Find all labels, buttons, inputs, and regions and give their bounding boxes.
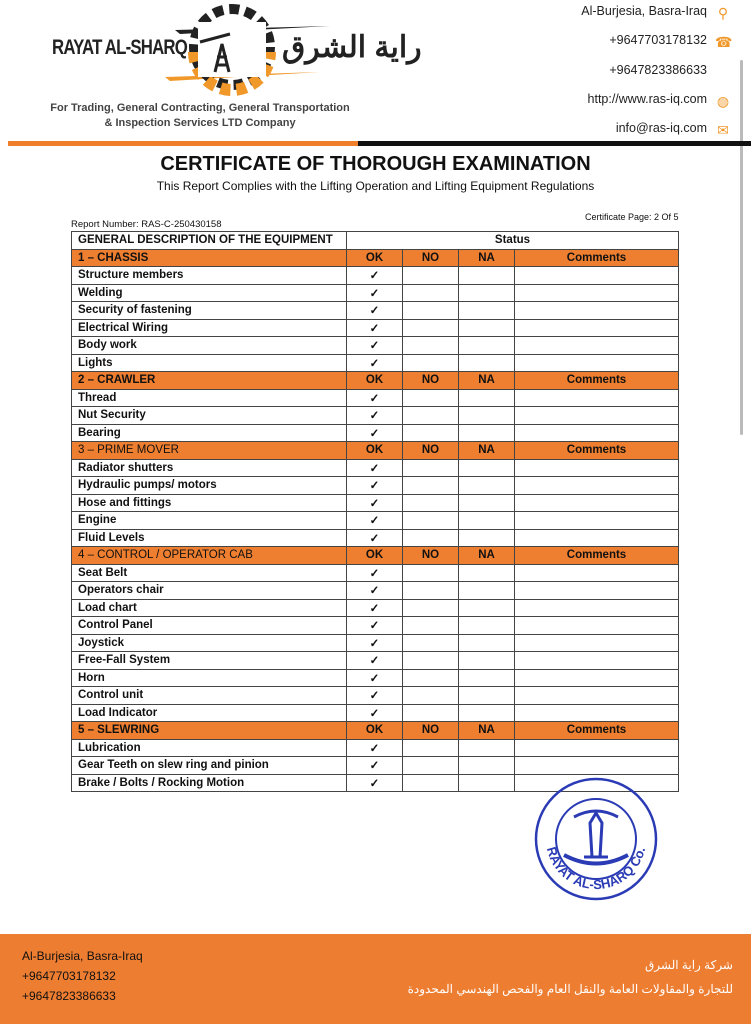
section-header bbox=[72, 442, 679, 460]
col-header: NA bbox=[459, 442, 515, 460]
item-label: Security of fastening bbox=[72, 302, 347, 320]
table-row bbox=[72, 687, 679, 705]
comments-cell bbox=[515, 319, 679, 337]
no-cell bbox=[403, 599, 459, 617]
no-cell bbox=[403, 512, 459, 530]
logo-text-ar: راية الشرق bbox=[282, 31, 422, 64]
globe-icon: ◍ bbox=[716, 92, 730, 109]
no-cell bbox=[403, 582, 459, 600]
col-header: Comments bbox=[515, 442, 679, 460]
table-row bbox=[72, 424, 679, 442]
na-cell bbox=[459, 424, 515, 442]
na-cell bbox=[459, 494, 515, 512]
no-cell bbox=[403, 337, 459, 355]
ok-check-icon: ✓ bbox=[347, 704, 403, 722]
item-label: Radiator shutters bbox=[72, 459, 347, 477]
comments-cell bbox=[515, 757, 679, 775]
certificate-page: Certificate Page: 2 Of 5 bbox=[585, 212, 679, 222]
col-header: OK bbox=[347, 722, 403, 740]
item-label: Nut Security bbox=[72, 407, 347, 425]
na-cell bbox=[459, 284, 515, 302]
no-cell bbox=[403, 669, 459, 687]
comments-cell bbox=[515, 529, 679, 547]
col-header: NA bbox=[459, 372, 515, 390]
table-row bbox=[72, 284, 679, 302]
item-label: Control Panel bbox=[72, 617, 347, 635]
comments-cell bbox=[515, 424, 679, 442]
item-label: Engine bbox=[72, 512, 347, 530]
item-label: Seat Belt bbox=[72, 564, 347, 582]
comments-cell bbox=[515, 459, 679, 477]
col-header: Comments bbox=[515, 722, 679, 740]
no-cell bbox=[403, 617, 459, 635]
no-cell bbox=[403, 284, 459, 302]
ok-check-icon: ✓ bbox=[347, 302, 403, 320]
table-row bbox=[72, 302, 679, 320]
no-cell bbox=[403, 757, 459, 775]
item-label: Gear Teeth on slew ring and pinion bbox=[72, 757, 347, 775]
comments-cell bbox=[515, 687, 679, 705]
comments-cell bbox=[515, 389, 679, 407]
comments-cell bbox=[515, 669, 679, 687]
item-label: Load chart bbox=[72, 599, 347, 617]
item-label: Fluid Levels bbox=[72, 529, 347, 547]
comments-cell bbox=[515, 354, 679, 372]
na-cell bbox=[459, 354, 515, 372]
comments-cell bbox=[515, 302, 679, 320]
no-cell bbox=[403, 407, 459, 425]
section-title: 4 – CONTROL / OPERATOR CAB bbox=[72, 547, 347, 565]
footer-contacts: Al-Burjesia, Basra-Iraq +9647703178132 +9647823386633 bbox=[22, 949, 143, 1003]
footer-arabic: شركة راية الشرق للتجارة والمقاولات العامة والنقل العام والفحص الهندسي المحدودة bbox=[407, 958, 733, 996]
comments-cell bbox=[515, 599, 679, 617]
na-cell bbox=[459, 757, 515, 775]
na-cell bbox=[459, 687, 515, 705]
comments-cell bbox=[515, 284, 679, 302]
ok-check-icon: ✓ bbox=[347, 354, 403, 372]
na-cell bbox=[459, 652, 515, 670]
na-cell bbox=[459, 389, 515, 407]
section-title: 3 – PRIME MOVER bbox=[72, 442, 347, 460]
location-pin-icon: ⚲ bbox=[717, 5, 729, 21]
contact-3[interactable]: http://www.ras-iq.com bbox=[587, 91, 707, 106]
item-label: Lubrication bbox=[72, 739, 347, 757]
comments-cell bbox=[515, 564, 679, 582]
report-number: Report Number: RAS-C-250430158 bbox=[71, 219, 222, 230]
no-cell bbox=[403, 319, 459, 337]
divider-black bbox=[358, 141, 751, 146]
table-row bbox=[72, 617, 679, 635]
table-row bbox=[72, 582, 679, 600]
na-cell bbox=[459, 407, 515, 425]
na-cell bbox=[459, 459, 515, 477]
contact-1: +9647703178132 bbox=[609, 33, 707, 48]
section-title: 1 – CHASSIS bbox=[72, 249, 347, 267]
no-cell bbox=[403, 494, 459, 512]
section-header bbox=[72, 249, 679, 267]
section-header bbox=[72, 372, 679, 390]
item-label: Structure members bbox=[72, 267, 347, 285]
col-header: NA bbox=[459, 722, 515, 740]
comments-cell bbox=[515, 494, 679, 512]
status-header: Status bbox=[347, 232, 679, 250]
ok-check-icon: ✓ bbox=[347, 634, 403, 652]
item-label: Horn bbox=[72, 669, 347, 687]
col-header: OK bbox=[347, 442, 403, 460]
ok-check-icon: ✓ bbox=[347, 669, 403, 687]
ok-check-icon: ✓ bbox=[347, 337, 403, 355]
col-header: NO bbox=[403, 372, 459, 390]
item-label: Thread bbox=[72, 389, 347, 407]
ok-check-icon: ✓ bbox=[347, 564, 403, 582]
no-cell bbox=[403, 459, 459, 477]
comments-cell bbox=[515, 704, 679, 722]
no-cell bbox=[403, 652, 459, 670]
no-cell bbox=[403, 267, 459, 285]
ok-check-icon: ✓ bbox=[347, 319, 403, 337]
col-header: OK bbox=[347, 547, 403, 565]
section-header bbox=[72, 547, 679, 565]
ok-check-icon: ✓ bbox=[347, 424, 403, 442]
no-cell bbox=[403, 564, 459, 582]
col-header: OK bbox=[347, 249, 403, 267]
envelope-icon: ✉ bbox=[717, 122, 729, 139]
ok-check-icon: ✓ bbox=[347, 512, 403, 530]
comments-cell bbox=[515, 512, 679, 530]
col-header: Comments bbox=[515, 249, 679, 267]
ok-check-icon: ✓ bbox=[347, 599, 403, 617]
no-cell bbox=[403, 354, 459, 372]
logo-text-en: RAYAT AL-SHARQ bbox=[52, 36, 188, 59]
table-row bbox=[72, 652, 679, 670]
no-cell bbox=[403, 739, 459, 757]
col-header: NO bbox=[403, 249, 459, 267]
examination-table bbox=[71, 231, 679, 792]
contact-2: +9647823386633 bbox=[609, 62, 707, 77]
table-row bbox=[72, 337, 679, 355]
table-row bbox=[72, 389, 679, 407]
no-cell bbox=[403, 389, 459, 407]
ok-check-icon: ✓ bbox=[347, 582, 403, 600]
na-cell bbox=[459, 774, 515, 792]
no-cell bbox=[403, 687, 459, 705]
ok-check-icon: ✓ bbox=[347, 494, 403, 512]
table-row bbox=[72, 599, 679, 617]
na-cell bbox=[459, 267, 515, 285]
table-row bbox=[72, 564, 679, 582]
no-cell bbox=[403, 704, 459, 722]
na-cell bbox=[459, 669, 515, 687]
na-cell bbox=[459, 302, 515, 320]
na-cell bbox=[459, 477, 515, 495]
col-header: Comments bbox=[515, 372, 679, 390]
col-header: NA bbox=[459, 249, 515, 267]
col-header: OK bbox=[347, 372, 403, 390]
item-label: Load Indicator bbox=[72, 704, 347, 722]
table-row bbox=[72, 634, 679, 652]
comments-cell bbox=[515, 477, 679, 495]
na-cell bbox=[459, 582, 515, 600]
divider-orange bbox=[8, 141, 358, 146]
item-label: Brake / Bolts / Rocking Motion bbox=[72, 774, 347, 792]
comments-cell bbox=[515, 652, 679, 670]
company-stamp bbox=[534, 777, 658, 901]
col-header: NO bbox=[403, 722, 459, 740]
comments-cell bbox=[515, 739, 679, 757]
contact-0: Al-Burjesia, Basra-Iraq bbox=[581, 4, 707, 18]
ok-check-icon: ✓ bbox=[347, 687, 403, 705]
na-cell bbox=[459, 529, 515, 547]
desc-header: GENERAL DESCRIPTION OF THE EQUIPMENT bbox=[72, 232, 347, 250]
ok-check-icon: ✓ bbox=[347, 459, 403, 477]
table-row bbox=[72, 704, 679, 722]
table-row bbox=[72, 739, 679, 757]
item-label: Joystick bbox=[72, 634, 347, 652]
item-label: Bearing bbox=[72, 424, 347, 442]
item-label: Welding bbox=[72, 284, 347, 302]
na-cell bbox=[459, 512, 515, 530]
ok-check-icon: ✓ bbox=[347, 284, 403, 302]
item-label: Operators chair bbox=[72, 582, 347, 600]
table-row bbox=[72, 459, 679, 477]
no-cell bbox=[403, 302, 459, 320]
ok-check-icon: ✓ bbox=[347, 477, 403, 495]
ok-check-icon: ✓ bbox=[347, 739, 403, 757]
item-label: Lights bbox=[72, 354, 347, 372]
table-row bbox=[72, 407, 679, 425]
comments-cell bbox=[515, 267, 679, 285]
item-label: Body work bbox=[72, 337, 347, 355]
na-cell bbox=[459, 704, 515, 722]
ok-check-icon: ✓ bbox=[347, 774, 403, 792]
no-cell bbox=[403, 774, 459, 792]
subtitle: This Report Complies with the Lifting Operation and Lifting Equipment Regulations bbox=[156, 179, 595, 193]
contact-4[interactable]: info@ras-iq.com bbox=[615, 121, 707, 136]
no-cell bbox=[403, 529, 459, 547]
table-row bbox=[72, 354, 679, 372]
na-cell bbox=[459, 599, 515, 617]
comments-cell bbox=[515, 634, 679, 652]
ok-check-icon: ✓ bbox=[347, 617, 403, 635]
na-cell bbox=[459, 337, 515, 355]
na-cell bbox=[459, 634, 515, 652]
ok-check-icon: ✓ bbox=[347, 757, 403, 775]
na-cell bbox=[459, 564, 515, 582]
col-header: NA bbox=[459, 547, 515, 565]
col-header: Comments bbox=[515, 547, 679, 565]
comments-cell bbox=[515, 337, 679, 355]
comments-cell bbox=[515, 407, 679, 425]
table-row bbox=[72, 477, 679, 495]
phone-icon: ☎ bbox=[715, 34, 733, 51]
table-row bbox=[72, 512, 679, 530]
item-label: Hydraulic pumps/ motors bbox=[72, 477, 347, 495]
ok-check-icon: ✓ bbox=[347, 267, 403, 285]
svg-text:RAYAT AL-SHARQ Co.: RAYAT AL-SHARQ Co. bbox=[543, 845, 649, 893]
item-label: Control unit bbox=[72, 687, 347, 705]
item-label: Electrical Wiring bbox=[72, 319, 347, 337]
no-cell bbox=[403, 477, 459, 495]
na-cell bbox=[459, 319, 515, 337]
page-title: CERTIFICATE OF THOROUGH EXAMINATION bbox=[160, 153, 591, 175]
no-cell bbox=[403, 424, 459, 442]
comments-cell bbox=[515, 617, 679, 635]
comments-cell bbox=[515, 582, 679, 600]
ok-check-icon: ✓ bbox=[347, 389, 403, 407]
no-cell bbox=[403, 634, 459, 652]
item-label: Hose and fittings bbox=[72, 494, 347, 512]
table-row bbox=[72, 494, 679, 512]
ok-check-icon: ✓ bbox=[347, 652, 403, 670]
scrollbar[interactable] bbox=[740, 60, 743, 435]
col-header: NO bbox=[403, 442, 459, 460]
section-header bbox=[72, 722, 679, 740]
na-cell bbox=[459, 739, 515, 757]
table-row bbox=[72, 529, 679, 547]
table-row bbox=[72, 319, 679, 337]
na-cell bbox=[459, 617, 515, 635]
section-title: 2 – CRAWLER bbox=[72, 372, 347, 390]
tagline: For Trading, General Contracting, General Transportation & Inspection Services LTD Company bbox=[50, 102, 350, 129]
ok-check-icon: ✓ bbox=[347, 407, 403, 425]
table-row bbox=[72, 757, 679, 775]
col-header: NO bbox=[403, 547, 459, 565]
table-row bbox=[72, 267, 679, 285]
section-title: 5 – SLEWRING bbox=[72, 722, 347, 740]
table-row bbox=[72, 669, 679, 687]
item-label: Free-Fall System bbox=[72, 652, 347, 670]
ok-check-icon: ✓ bbox=[347, 529, 403, 547]
